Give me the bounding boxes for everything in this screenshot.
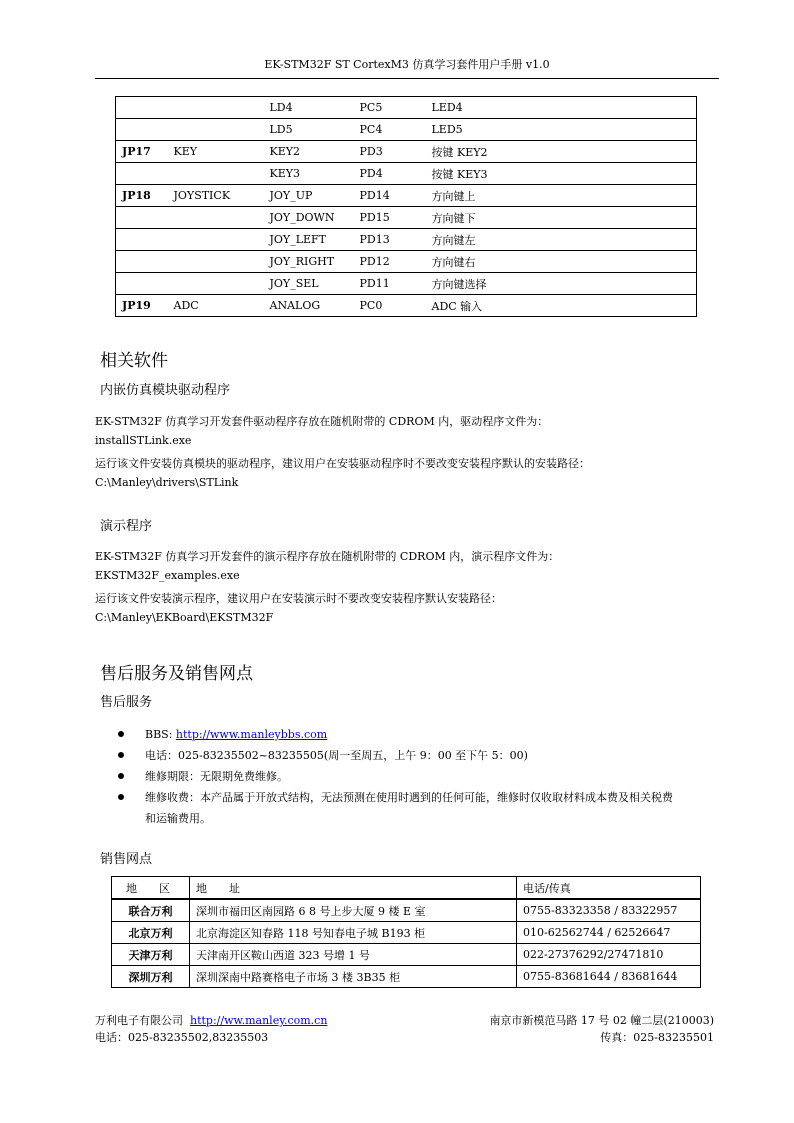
- table-row: [112, 966, 701, 988]
- pin-cell-pin: PD12: [354, 251, 426, 273]
- pin-cell-jumper: [116, 251, 168, 273]
- list-item: [118, 724, 718, 745]
- pin-cell-jumper: JP17: [116, 141, 168, 163]
- bbs-link[interactable]: http://www.manleybbs.com: [175, 728, 328, 741]
- subsection-title-demo: 演示程序: [100, 519, 153, 534]
- pin-cell-jumper: [116, 97, 168, 119]
- pin-cell-pin: PD11: [354, 273, 426, 295]
- pin-cell-signal: JOY_RIGHT: [264, 251, 354, 273]
- pin-cell-jumper: [116, 229, 168, 251]
- pin-cell-jumper: [116, 163, 168, 185]
- header-phone: 电话/传真: [517, 877, 701, 900]
- sales-cell-region: 深圳万利: [112, 966, 190, 988]
- header-address: 地 址: [190, 877, 517, 900]
- pin-cell-description: 方向键下: [426, 207, 697, 229]
- pin-cell-signal: KEY2: [264, 141, 354, 163]
- sales-cell-phone: 0755-83323358 / 83322957: [517, 899, 701, 922]
- pin-cell-description: LED5: [426, 119, 697, 141]
- section-title-service: 售后服务及销售网点: [100, 664, 253, 684]
- pin-cell-description: 按键 KEY3: [426, 163, 697, 185]
- pin-cell-description: LED4: [426, 97, 697, 119]
- driver-line-1: EK-STM32F 仿真学习开发套件驱动程序存放在随机附带的 CDROM 内，驱动程序文件为：: [95, 415, 549, 428]
- table-row: [116, 251, 697, 273]
- sales-table: [111, 876, 701, 988]
- pin-cell-jumper: [116, 119, 168, 141]
- footer-fax: 传真：025-83235501: [600, 1031, 714, 1044]
- pin-cell-function: [168, 97, 264, 119]
- warranty-text: 维修期限：无限期免费维修。: [145, 770, 288, 783]
- bullet-icon: [118, 752, 124, 758]
- pin-cell-signal: LD5: [264, 119, 354, 141]
- sales-cell-address: 深圳深南中路赛格电子市场 3 楼 3B35 柜: [190, 966, 517, 988]
- driver-line-3: 运行该文件安装仿真模块的驱动程序，建议用户在安装驱动程序时不要改变安装程序默认的安装路径：: [95, 457, 590, 470]
- pin-cell-function: [168, 207, 264, 229]
- bullet-icon: [118, 773, 124, 779]
- footer-address: 南京市新模范马路 17 号 02 幢二层(210003): [489, 1014, 714, 1027]
- pin-cell-signal: KEY3: [264, 163, 354, 185]
- page-footer: [95, 1012, 714, 1046]
- table-row: [112, 899, 701, 922]
- pin-cell-jumper: JP18: [116, 185, 168, 207]
- pin-cell-pin: PD14: [354, 185, 426, 207]
- demo-line-1: EK-STM32F 仿真学习开发套件的演示程序存放在随机附带的 CDROM 内，演示程序文件为：: [95, 550, 560, 563]
- pin-cell-signal: LD4: [264, 97, 354, 119]
- driver-line-4: C:\Manley\drivers\STLink: [95, 476, 239, 489]
- table-row: [112, 944, 701, 966]
- pin-cell-signal: JOY_DOWN: [264, 207, 354, 229]
- pin-cell-function: [168, 229, 264, 251]
- pin-cell-function: [168, 273, 264, 295]
- bullet-icon: [118, 794, 124, 800]
- header-region: 地 区: [112, 877, 190, 900]
- pin-cell-function: [168, 251, 264, 273]
- pin-cell-function: [168, 163, 264, 185]
- pin-cell-jumper: JP19: [116, 295, 168, 317]
- service-phone: 电话：025-83235502~83235505(周一至周五，上午 9：00 至下午 5：00): [145, 749, 528, 762]
- fee-text-1: 维修收费：本产品属于开放式结构，无法预测在使用时遇到的任何可能，维修时仅收取材料成本费及相关税费: [145, 791, 673, 804]
- pin-cell-signal: JOY_LEFT: [264, 229, 354, 251]
- pin-cell-description: 方向键右: [426, 251, 697, 273]
- pin-cell-description: 按键 KEY2: [426, 141, 697, 163]
- bbs-label: BBS:: [145, 728, 176, 741]
- table-row: [116, 163, 697, 185]
- bullet-icon: [118, 731, 124, 737]
- pin-cell-description: ADC 输入: [426, 295, 697, 317]
- list-item: [118, 745, 718, 766]
- sales-cell-phone: 022-27376292/27471810: [517, 944, 701, 966]
- pin-cell-pin: PD13: [354, 229, 426, 251]
- pin-cell-jumper: [116, 273, 168, 295]
- table-row: [116, 229, 697, 251]
- pin-cell-signal: ANALOG: [264, 295, 354, 317]
- table-row: [116, 207, 697, 229]
- after-sales-list: [118, 724, 718, 829]
- table-row: [116, 119, 697, 141]
- pin-table: [115, 96, 697, 317]
- subsection-title-sales: 销售网点: [100, 852, 153, 867]
- demo-line-2: EKSTM32F_examples.exe: [95, 569, 240, 582]
- pin-cell-pin: PD15: [354, 207, 426, 229]
- footer-url[interactable]: http://ww.manley.com.cn: [190, 1014, 328, 1027]
- sales-cell-phone: 010-62562744 / 62526647: [517, 922, 701, 944]
- driver-line-2: installSTLink.exe: [95, 434, 192, 447]
- list-item: [118, 766, 718, 787]
- sales-cell-region: 天津万利: [112, 944, 190, 966]
- table-header-row: [112, 877, 701, 900]
- subsection-title-driver: 内嵌仿真模块驱动程序: [100, 383, 231, 398]
- page-header: EK-STM32F ST CortexM3 仿真学习套件用户手册 v1.0: [95, 56, 719, 79]
- pin-cell-function: ADC: [168, 295, 264, 317]
- section-title-software: 相关软件: [100, 351, 168, 371]
- table-row: [116, 97, 697, 119]
- footer-company: 万利电子有限公司: [95, 1014, 183, 1027]
- pin-cell-pin: PD4: [354, 163, 426, 185]
- pin-cell-description: 方向键上: [426, 185, 697, 207]
- pin-cell-function: [168, 119, 264, 141]
- pin-cell-function: KEY: [168, 141, 264, 163]
- pin-cell-function: JOYSTICK: [168, 185, 264, 207]
- pin-cell-description: 方向键选择: [426, 273, 697, 295]
- footer-phone: 电话：025-83235502,83235503: [95, 1031, 269, 1044]
- sales-cell-address: 北京海淀区知春路 118 号知春电子城 B193 柜: [190, 922, 517, 944]
- pin-cell-pin: PD3: [354, 141, 426, 163]
- list-item: [118, 787, 718, 829]
- table-row: [116, 273, 697, 295]
- sales-cell-address: 天津南开区鞍山西道 323 号增 1 号: [190, 944, 517, 966]
- subsection-title-after-sales: 售后服务: [100, 695, 153, 710]
- sales-cell-region: 联合万利: [112, 899, 190, 922]
- table-row: [116, 185, 697, 207]
- table-row: [116, 295, 697, 317]
- pin-cell-pin: PC4: [354, 119, 426, 141]
- demo-line-3: 运行该文件安装演示程序，建议用户在安装演示时不要改变安装程序默认安装路径：: [95, 592, 502, 605]
- fee-text-2: 和运输费用。: [145, 812, 211, 825]
- table-row: [112, 922, 701, 944]
- pin-cell-signal: JOY_SEL: [264, 273, 354, 295]
- demo-line-4: C:\Manley\EKBoard\EKSTM32F: [95, 611, 274, 624]
- sales-cell-region: 北京万利: [112, 922, 190, 944]
- pin-cell-pin: PC0: [354, 295, 426, 317]
- table-row: [116, 141, 697, 163]
- pin-cell-jumper: [116, 207, 168, 229]
- pin-cell-signal: JOY_UP: [264, 185, 354, 207]
- sales-cell-address: 深圳市福田区南园路 6 8 号上步大厦 9 楼 E 室: [190, 899, 517, 922]
- pin-cell-pin: PC5: [354, 97, 426, 119]
- pin-cell-description: 方向键左: [426, 229, 697, 251]
- sales-cell-phone: 0755-83681644 / 83681644: [517, 966, 701, 988]
